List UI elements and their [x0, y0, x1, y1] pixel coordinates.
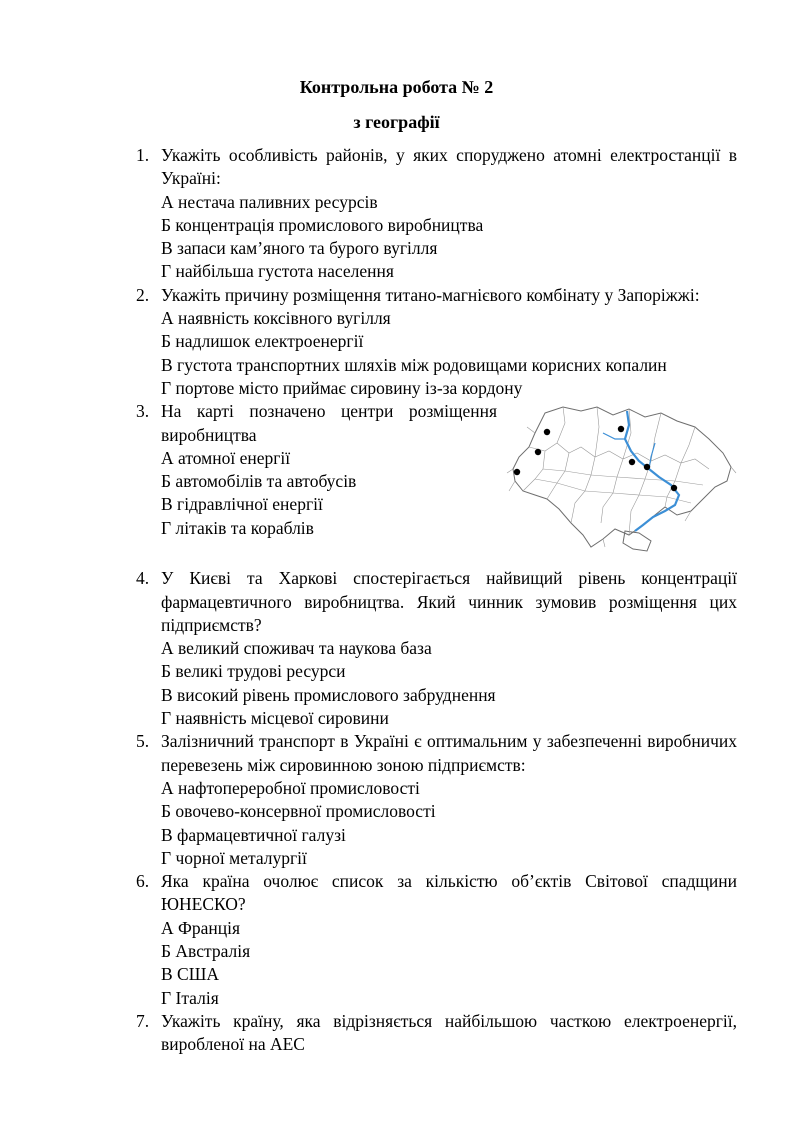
answer-option-a: А нафтопереробної промисловості — [161, 777, 420, 798]
document-subtitle: з географії — [353, 112, 440, 132]
document-title: Контрольна робота № 2 — [299, 77, 494, 97]
answer-option-b: Б автомобілів та автобусів — [161, 471, 357, 492]
ukraine-map-svg — [505, 403, 737, 553]
question-6 — [0, 870, 793, 1010]
question-number: 7. — [136, 1010, 150, 1031]
map-marker — [544, 429, 550, 435]
map-marker — [644, 464, 650, 470]
map-marker — [535, 449, 541, 455]
answer-option-a: А нестача паливних ресурсів — [161, 191, 378, 212]
answer-option-c: В США — [161, 964, 220, 985]
neighbour-borders — [507, 427, 736, 547]
question-text: У Києві та Харкові спостерігається найвищий рівень концентрації фармацевтичного виробництва. Який чинник зумовив розміщення цих підприємств? — [161, 568, 737, 635]
answer-option-d: Г наявність місцевої сировини — [161, 708, 389, 729]
question-text: На карті позначено центри розміщення виробництва — [161, 401, 497, 445]
question-text: Укажіть країну, яка відрізняється найбільшою часткою електроенергії, виробленої на АЕС — [161, 1010, 737, 1055]
ukraine-map — [505, 403, 737, 553]
map-marker — [514, 469, 520, 475]
question-7 — [0, 1010, 793, 1057]
question-number: 6. — [136, 871, 150, 892]
question-4 — [0, 567, 793, 730]
answer-option-a: А наявність коксівного вугілля — [161, 308, 391, 329]
question-number: 4. — [136, 568, 150, 589]
answer-option-d: Г портове місто приймає сировину із-за кордону — [161, 377, 523, 398]
answer-option-a: А Франція — [161, 917, 240, 938]
answer-option-d: Г найбільша густота населення — [161, 261, 394, 282]
answer-option-b: Б надлишок електроенергії — [161, 331, 364, 352]
question-number: 3. — [136, 401, 150, 422]
question-number: 1. — [136, 145, 150, 165]
answer-option-d: Г Італія — [161, 987, 219, 1008]
answer-option-a: А атомної енергії — [161, 447, 291, 468]
question-text: Яка країна очолює список за кількістю об’єктів Світової спадщини ЮНЕСКО? — [161, 871, 737, 915]
question-1 — [0, 144, 793, 284]
question-5 — [0, 730, 793, 870]
answer-option-b: Б овочево-консервної промисловості — [161, 801, 436, 822]
question-number: 5. — [136, 731, 150, 752]
answer-option-c: В густота транспортних шляхів між родовищами корисних копалин — [161, 354, 667, 375]
answer-option-c: В гідравлічної енергії — [161, 494, 323, 515]
question-number: 2. — [136, 284, 150, 305]
dnipro-tributary — [603, 433, 655, 469]
answer-option-c: В фармацевтичної галузі — [161, 824, 346, 845]
answer-option-d: Г літаків та кораблів — [161, 517, 314, 538]
answer-option-b: Б великі трудові ресурси — [161, 661, 346, 682]
map-marker — [671, 485, 677, 491]
question-text: Укажіть причину розміщення титано-магнієвого комбінату у Запоріжжі: — [161, 284, 700, 305]
answer-option-d: Г чорної металургії — [161, 847, 307, 868]
answer-option-c: В високий рівень промислового забруднення — [161, 684, 496, 705]
answer-option-a: А великий споживач та наукова база — [161, 638, 432, 659]
question-2 — [0, 284, 793, 400]
answer-option-b: Б Австралія — [161, 941, 251, 962]
question-list — [0, 144, 793, 1057]
region-borders — [523, 407, 709, 535]
dnipro-river — [625, 411, 679, 531]
answer-option-c: В запаси кам’яного та бурого вугілля — [161, 238, 438, 259]
question-text: Залізничний транспорт в Україні є оптимальним у забезпеченні виробничих перевезень між сировинною зоною підприємств: — [161, 731, 737, 775]
map-marker — [618, 426, 624, 432]
question-text: Укажіть особливість районів, у яких споруджено атомні електростанції в Україні: — [161, 145, 737, 189]
answer-option-b: Б концентрація промислового виробництва — [161, 214, 484, 235]
map-marker — [629, 459, 635, 465]
